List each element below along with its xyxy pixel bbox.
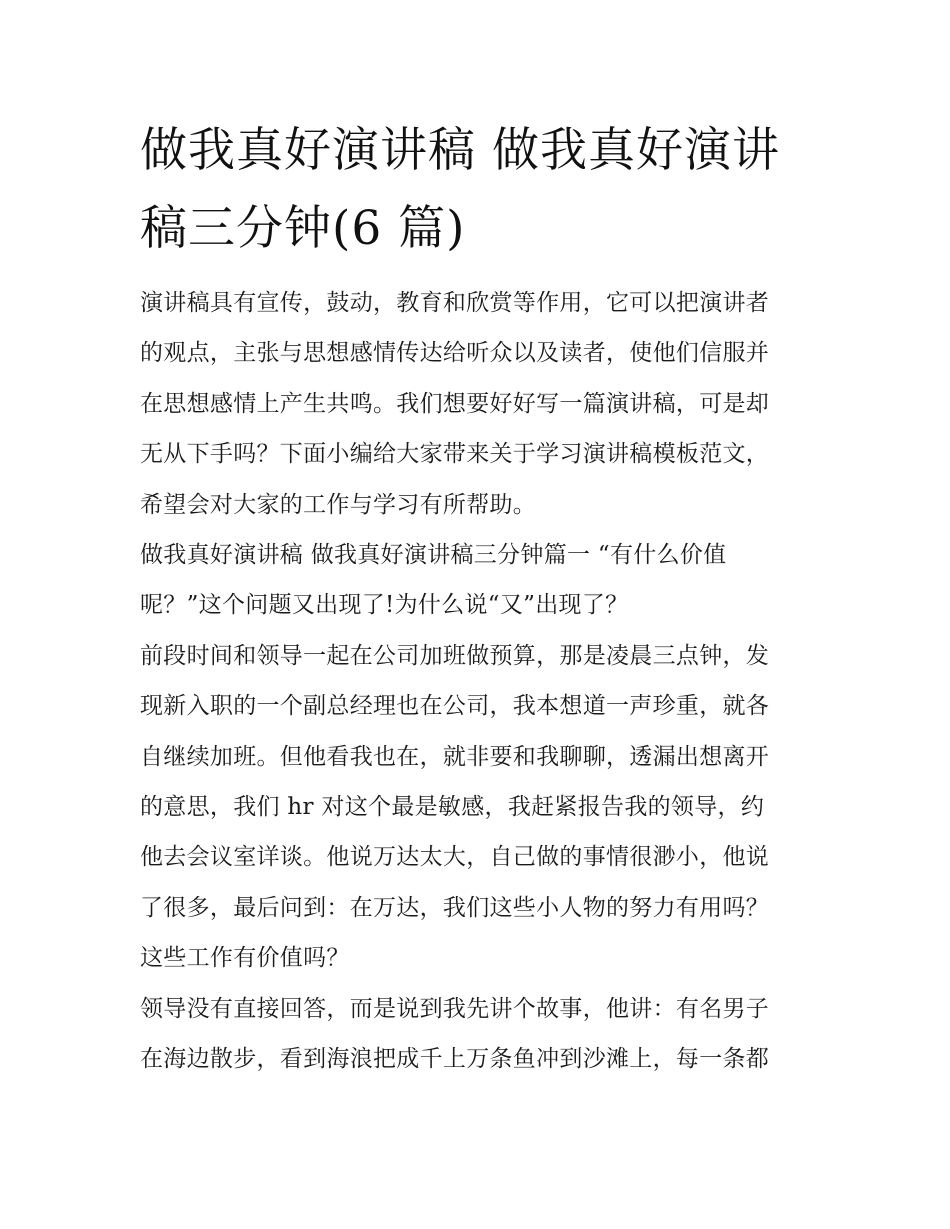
text-line: 无从下手吗？下面小编给大家带来关于学习演讲稿模板范文， [140, 441, 770, 468]
text-line: 希望会对大家的工作与学习有所帮助。 [140, 491, 537, 518]
text-line: 做我真好演讲稿 做我真好演讲稿三分钟篇一 “有什么价值 [140, 542, 727, 569]
text-line: 演讲稿具有宣传，鼓动，教育和欣赏等作用，它可以把演讲者 [140, 290, 770, 316]
paragraph-story-context [140, 631, 820, 984]
text-line: 了很多，最后问到：在万达，我们这些小人物的努力有用吗？ [140, 894, 770, 921]
document-title [140, 112, 820, 268]
paragraph-story [140, 984, 820, 1085]
paragraph-section-one-heading [140, 530, 820, 631]
text-line: 领导没有直接回答，而是说到我先讲个故事，他讲：有名男子 [140, 995, 770, 1022]
text-line: 的观点，主张与思想感情传达给听众以及读者，使他们信服并 [140, 340, 770, 367]
title-line-1: 做我真好演讲稿 做我真好演讲 [140, 123, 780, 178]
text-line: 呢？”这个问题又出现了!为什么说“又”出现了？ [140, 592, 629, 619]
text-line: 现新入职的一个副总经理也在公司，我本想道一声珍重，就各 [140, 693, 770, 720]
document-page [140, 112, 820, 1085]
title-line-2: 稿三分钟(6 篇) [140, 201, 466, 256]
paragraph-intro [140, 278, 820, 530]
text-line: 的意思，我们 hr 对这个最是敏感，我赶紧报告我的领导，约 [140, 794, 765, 821]
text-line: 在思想感情上产生共鸣。我们想要好好写一篇演讲稿，可是却 [140, 390, 770, 417]
text-line: 前段时间和领导一起在公司加班做预算，那是凌晨三点钟，发 [140, 642, 770, 669]
text-line: 他去会议室详谈。他说万达太大，自己做的事情很渺小，他说 [140, 844, 770, 871]
text-line: 自继续加班。但他看我也在，就非要和我聊聊，透漏出想离开 [140, 743, 770, 770]
text-line: 在海边散步，看到海浪把成千上万条鱼冲到沙滩上，每一条都 [140, 1046, 770, 1073]
text-line: 这些工作有价值吗？ [140, 945, 350, 972]
